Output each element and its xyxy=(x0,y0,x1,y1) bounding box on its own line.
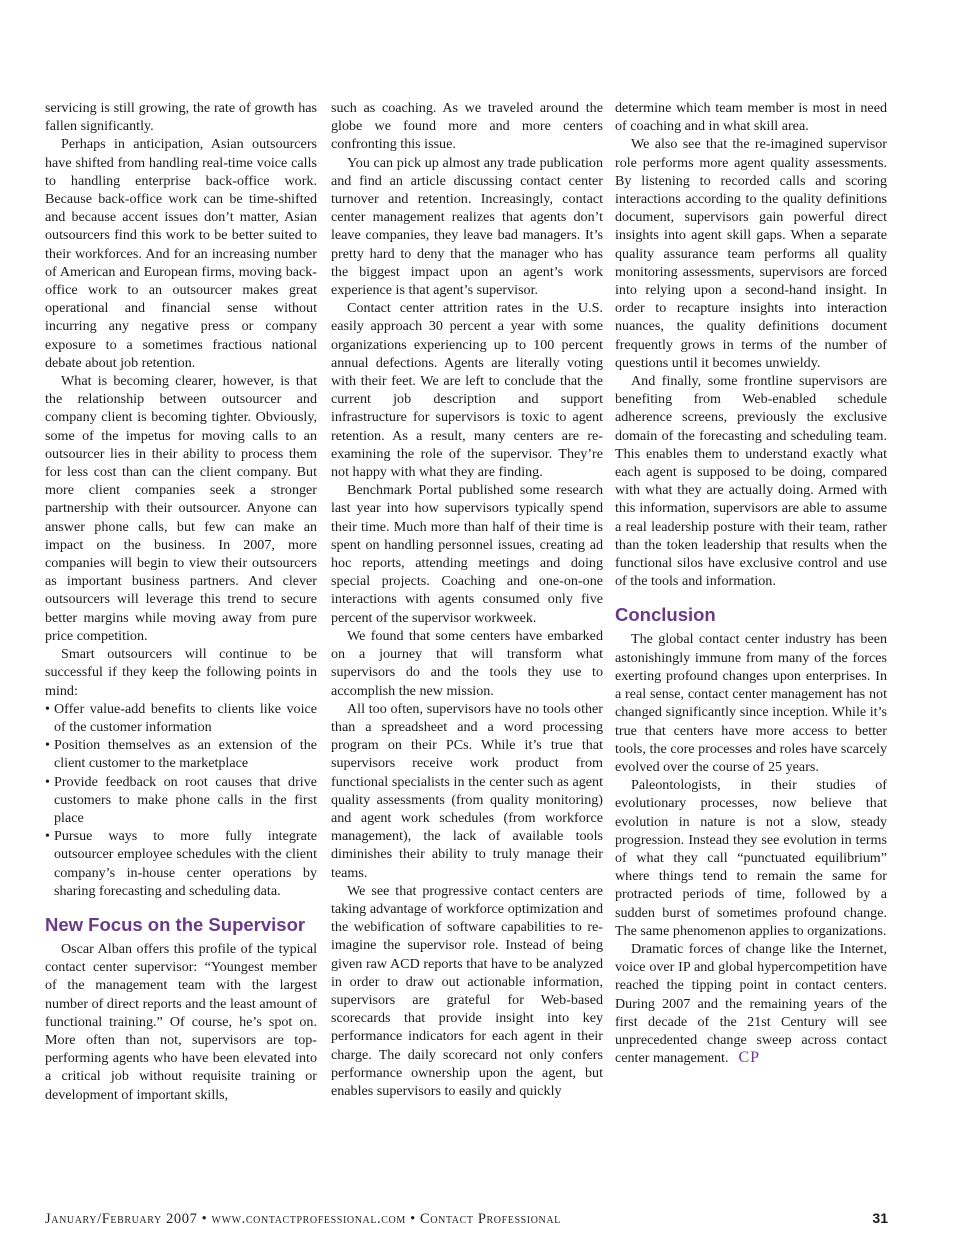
paragraph: What is becoming clearer, however, is that the relationship between outsourcer and company client is becoming tighter. Obviously, some of the impetus for moving calls to an outsourcer lies in their ability to process them for less cost than can the client company. But more client companies seek a stronger partnership with their outsourcer. Anyone can answer phone calls, but few can make an impact on the business. In 2007, more companies will begin to view their outsourcers as important business partners. And clever outsourcers will leverage this trend to secure better margins while moving away from pure price competition. xyxy=(45,373,317,644)
bullet-icon: • xyxy=(45,737,50,754)
paragraph: determine which team member is most in need of coaching and in what skill area. xyxy=(615,100,887,135)
article-column-1 xyxy=(45,99,317,1104)
paragraph: Oscar Alban offers this profile of the typical contact center supervisor: “Youngest member of the management team with the largest number of direct reports and the least amount of functional training.” Of course, he’s spot on. More often than not, supervisors are top-performing agents who have been elevated into a critical job without requisite training or development of important skills, xyxy=(45,940,317,1103)
paragraph: We found that some centers have embarked on a journey that will transform what supervisors do and the tools they use to accomplish the new mission. xyxy=(331,627,603,699)
section-heading: New Focus on the Supervisor xyxy=(45,913,306,935)
paragraph xyxy=(615,940,887,1067)
section-heading: Conclusion xyxy=(615,604,716,626)
list-item: • Pursue ways to more fully integrate outsourcer employee schedules with the client company’s in-house center operations by sharing forecasting and scheduling data. xyxy=(45,828,317,899)
paragraph: All too often, supervisors have no tools other than a spreadsheet and a word processing program on their PCs. While it’s true that supervisors receive work product from functional specialists in the center such as agent quality assessments (from quality monitoring) and agent work schedules (from workforce management), the lack of available tools diminishes their ability to truly manage their teams. xyxy=(331,700,603,881)
paragraph: servicing is still growing, the rate of growth has fallen significantly. xyxy=(45,100,317,135)
paragraph: We also see that the re-imagined supervisor role performs more agent quality assessments. By listening to recorded calls and scoring interactions according to the quality definitions document, supervisors gain powerful direct insights into agent skill gaps. When a separate quality assurance team performs all quality monitoring assessments, supervisors are forced into relying upon a second-hand insight. In order to recapture insights into interaction nuances, the quality definitions document frequently grows in terms of the number of questions until it becomes unwieldy. xyxy=(615,136,887,371)
bullet-icon: • xyxy=(45,828,50,845)
article-column-3 xyxy=(615,99,887,1067)
bullet-icon: • xyxy=(45,773,50,790)
paragraph: Paleontologists, in their studies of evolutionary processes, now believe that evolution in nature is not a slow, steady progression. Instead they see evolution in terms of what they call “punctuated equilibrium” where things tend to remain the same for protracted periods of time, followed by a sudden burst of sometimes profound change. The same phenomenon applies to organizations. xyxy=(615,777,887,939)
list-item: • Provide feedback on root causes that drive customers to make phone calls in the first place xyxy=(45,773,317,826)
bullet-list xyxy=(45,700,317,900)
paragraph: Perhaps in anticipation, Asian outsourcers have shifted from handling real-time voice calls to handling enterprise back-office work. Because back-office work can be time-shifted and because accent issues don’t matter, Asian outsourcers find this work to be better suited to their workforces. And for an increasing number of American and European firms, moving back-office work to an outsourcer makes great operational and financial sense without incurring any negative press or company exposure to a sometimes fractious national debate about job retention. xyxy=(45,136,317,371)
paragraph: We see that progressive contact centers are taking advantage of workforce optimization and the webification of software capabilities to re-imagine the supervisor role. Instead of being given raw ACD reports that have to be analyzed in order to draw out actionable information, supervisors are grateful for Web-based scorecards that provide insight into key performance indicators for each agent in their charge. The daily scorecard not only confers performance ownership upon the agent, but enables supervisors to easily and quickly xyxy=(331,882,603,1099)
paragraph: And finally, some frontline supervisors are benefiting from Web-enabled schedule adherence screens, previously the exclusive domain of the forecasting and scheduling team. This enables them to understand exactly what each agent is supposed to be doing, compared with what they are actually doing. Armed with this information, supervisors are able to assume a real leadership posture with their team, rather than the token leadership that results when the functional silos have exclusive control and use of the tools and information. xyxy=(615,373,887,590)
paragraph: The global contact center industry has been astonishingly immune from many of the forces exerting profound changes upon enterprises. In a real sense, contact center management has not changed significantly since inception. While it’s true that centers have more access to better tools, the core processes and roles have scarcely evolved over the course of 25 years. xyxy=(615,631,887,775)
paragraph: Benchmark Portal published some research last year into how supervisors typically spend their time. Much more than half of their time is spent on handling personnel issues, creating ad hoc reports, attending meetings and doing special projects. Coaching and one-on-one interactions with agents consumed only five percent of the supervisor workweek. xyxy=(331,482,603,626)
paragraph: Smart outsourcers will continue to be successful if they keep the following points in mind: xyxy=(45,646,317,699)
page-footer: January/February 2007 • www.contactprofessional.com • Contact Professional xyxy=(45,1211,561,1227)
page-number: 31 xyxy=(872,1210,888,1226)
list-item: • Offer value-add benefits to clients like voice of the customer information xyxy=(45,700,317,735)
paragraph-text: Dramatic forces of change like the Internet, voice over IP and global hypercompetition have reached the tipping point in contact centers. During 2007 and the remaining years of the first decade of the 21st Century will see unprecedented change sweep across contact center management. xyxy=(615,940,887,1067)
list-item: • Position themselves as an extension of the client customer to the marketplace xyxy=(45,737,317,772)
paragraph: such as coaching. As we traveled around the globe we found more and more centers confronting this issue. xyxy=(331,100,603,153)
bullet-icon: • xyxy=(45,700,50,717)
article-column-2 xyxy=(331,99,603,1100)
end-mark: CP xyxy=(738,1049,761,1067)
paragraph: Contact center attrition rates in the U.S. easily approach 30 percent a year with some organizations experiencing up to 100 percent annual defections. Agents are literally voting with their feet. We are left to conclude that the current job description and support infrastructure for supervisors is toxic to agent retention. As a result, many centers are re-examining the role of the supervisor. They’re not happy with what they are finding. xyxy=(331,300,603,481)
paragraph: You can pick up almost any trade publication and find an article discussing contact center turnover and retention. Increasingly, contact center management realizes that agents don’t leave companies, they leave bad managers. It’s pretty hard to deny that the manager who has the biggest impact upon an agent’s work experience is that agent’s supervisor. xyxy=(331,154,603,299)
